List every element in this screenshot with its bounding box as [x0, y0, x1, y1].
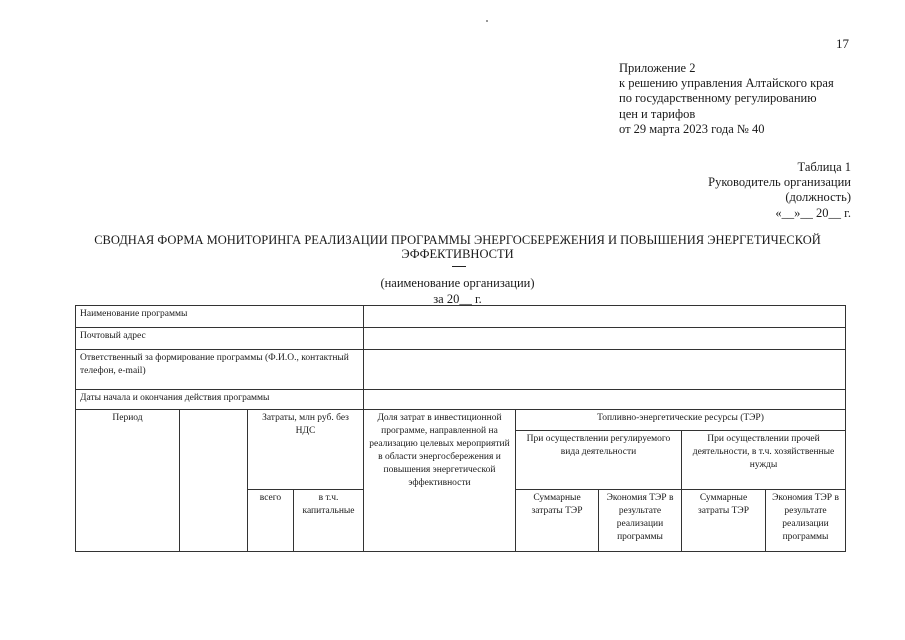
- fer-header: Топливно-энергетические ресурсы (ТЭР): [516, 410, 846, 431]
- table-label: Таблица 1: [797, 160, 851, 174]
- approval-block: [619, 61, 834, 137]
- org-name-line: [452, 266, 466, 267]
- monitoring-form-table: [75, 305, 846, 552]
- info-row: [76, 328, 846, 350]
- position-label: (должность): [785, 190, 851, 205]
- approval-line: Приложение 2: [619, 61, 696, 75]
- form-title: СВОДНАЯ ФОРМА МОНИТОРИНГА РЕАЛИЗАЦИИ ПРОГРАММЫ ЭНЕРГОСБЕРЕЖЕНИЯ И ПОВЫШЕНИЯ ЭНЕРГЕТИЧЕСКОЙ ЭФФЕКТИВНОСТИ: [94, 233, 821, 261]
- investment-share-header: Доля затрат в инвестиционной программе, направленной на реализацию целевых мероприятий в области энергосбережения и повышения энергетической эффективности: [364, 410, 516, 552]
- scan-speck: [486, 20, 488, 22]
- period-blank-cell: [180, 410, 248, 552]
- costs-total-header: всего: [248, 490, 294, 552]
- header-row: [76, 410, 846, 431]
- info-value[interactable]: [364, 306, 846, 328]
- regulated-savings-fer-header: Экономия ТЭР в результате реализации программы: [599, 490, 682, 552]
- info-label: Наименование программы: [76, 306, 364, 328]
- costs-header: Затраты, млн руб. без НДС: [248, 410, 364, 490]
- other-savings-fer-header: Экономия ТЭР в результате реализации программы: [766, 490, 846, 552]
- info-label: Почтовый адрес: [76, 328, 364, 350]
- manager-label: Руководитель организации: [708, 175, 851, 190]
- period-header: Период: [76, 410, 180, 552]
- report-period: за 20__ г.: [433, 292, 482, 306]
- info-row: [76, 350, 846, 390]
- approval-line: по государственному регулированию: [619, 91, 817, 106]
- regulated-total-fer-header: Суммарные затраты ТЭР: [516, 490, 599, 552]
- info-label: Ответственный за формирование программы (Ф.И.О., контактный телефон, e-mail): [76, 350, 364, 390]
- signature-date: «__»__ 20__ г.: [775, 205, 851, 220]
- info-label: Даты начала и окончания действия программы: [76, 390, 364, 410]
- page-number: 17: [836, 36, 849, 51]
- other-activity-header: При осуществлении прочей деятельности, в т.ч. хозяйственные нужды: [682, 431, 846, 490]
- info-row: [76, 390, 846, 410]
- org-name-caption: (наименование организации): [380, 276, 535, 290]
- approval-line: к решению управления Алтайского края: [619, 76, 834, 91]
- table-heading-block: [708, 160, 851, 221]
- info-row: [76, 306, 846, 328]
- info-value[interactable]: [364, 390, 846, 410]
- other-total-fer-header: Суммарные затраты ТЭР: [682, 490, 766, 552]
- info-value[interactable]: [364, 328, 846, 350]
- approval-line: цен и тарифов: [619, 106, 696, 121]
- approval-line: от 29 марта 2023 года № 40: [619, 121, 765, 136]
- regulated-activity-header: При осуществлении регулируемого вида деятельности: [516, 431, 682, 490]
- info-value[interactable]: [364, 350, 846, 390]
- costs-capital-header: в т.ч. капитальные: [294, 490, 364, 552]
